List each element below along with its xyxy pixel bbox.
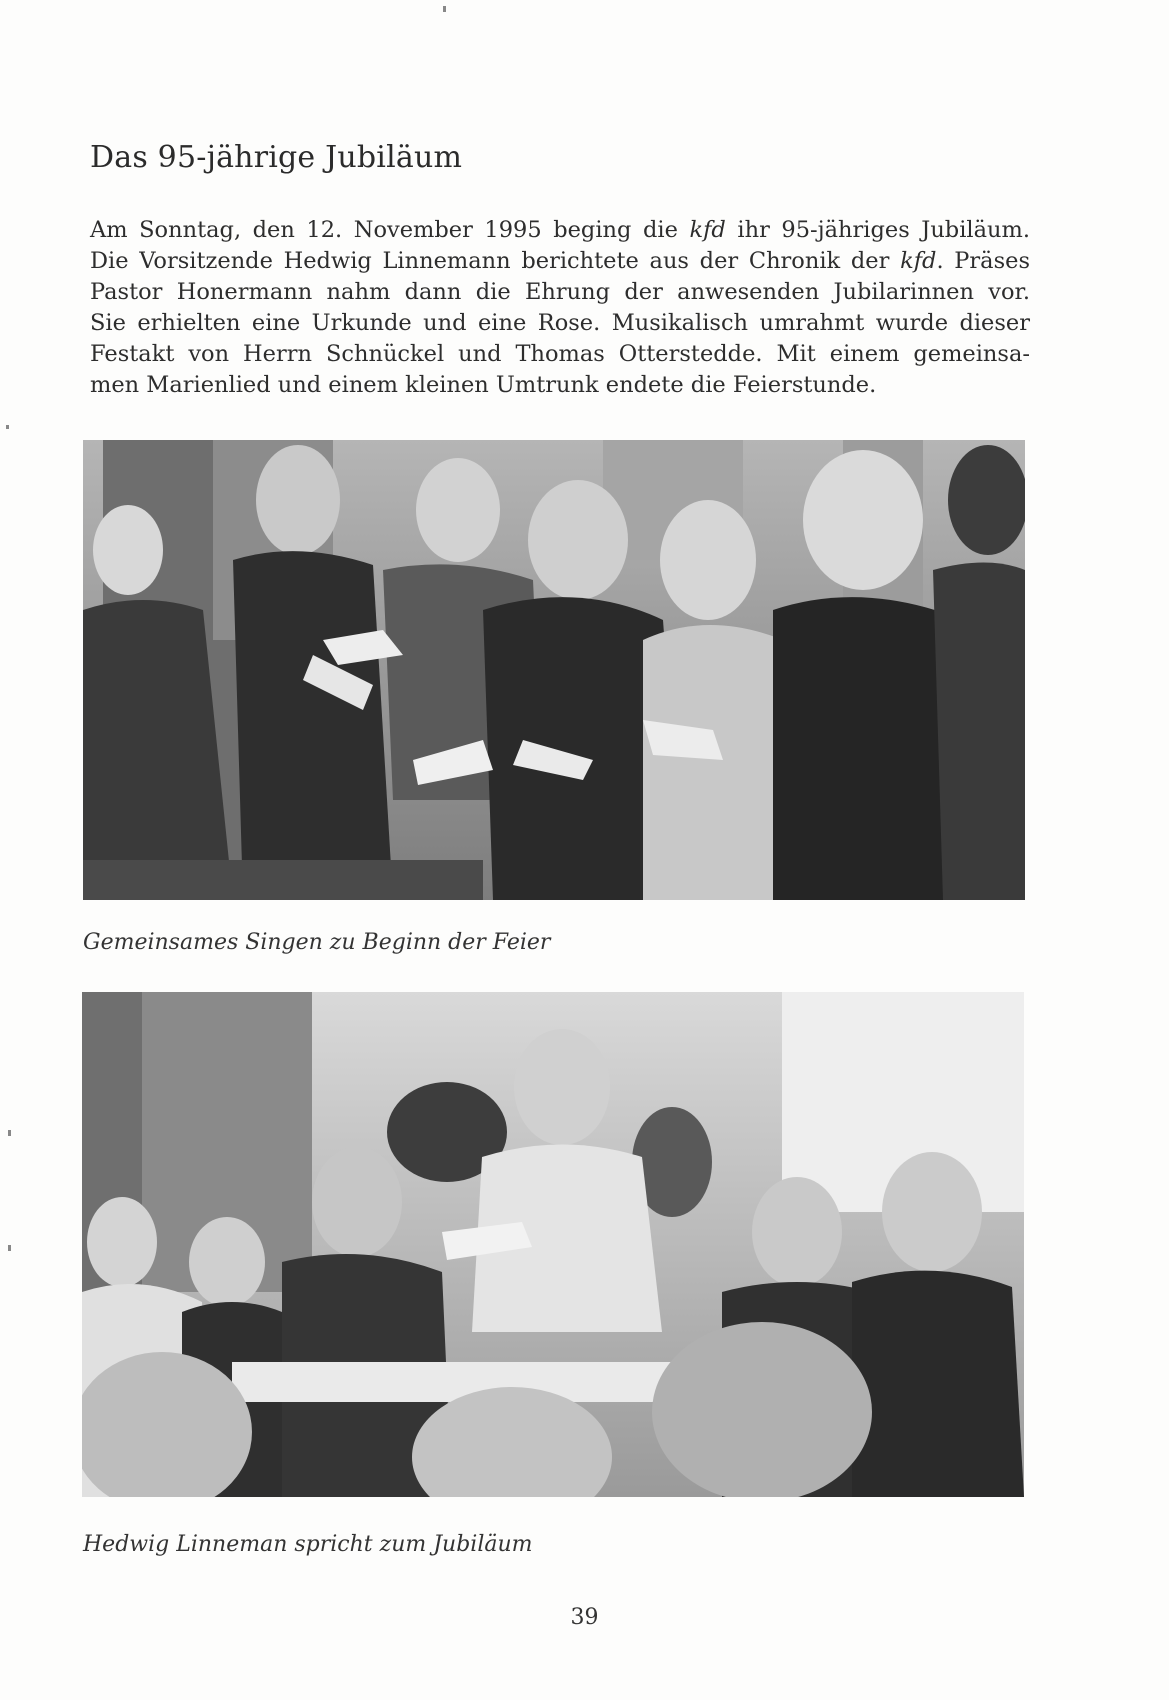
paragraph-line: Festakt von Herrn Schnückel und Thomas Otterstedde. Mit einem gemeinsa-	[90, 341, 1030, 367]
scan-speck	[8, 1245, 11, 1251]
photo-caption: Gemeinsames Singen zu Beginn der Feier	[83, 930, 551, 955]
paragraph-line: Sie erhielten eine Urkunde und eine Rose. Musikalisch umrahmt wurde dieser	[90, 310, 1030, 336]
scan-speck	[443, 6, 446, 12]
page-number: 39	[570, 1605, 599, 1630]
photo-group-singing-image	[83, 440, 1025, 900]
paragraph-line: Die Vorsitzende Hedwig Linnemann berichtete aus der Chronik der kfd. Präses	[90, 248, 1031, 274]
section-heading: Das 95-jährige Jubiläum	[90, 140, 463, 175]
photo-speech	[82, 992, 1024, 1497]
scan-speck	[6, 425, 9, 429]
photo-group-singing	[83, 440, 1025, 900]
scan-speck	[8, 1130, 11, 1136]
paragraph-line: men Marienlied und einem kleinen Umtrunk endete die Feierstunde.	[90, 372, 877, 398]
photo-speech-image	[82, 992, 1024, 1497]
paragraph-line: Am Sonntag, den 12. November 1995 beging die kfd ihr 95-jähriges Jubiläum.	[90, 217, 1030, 243]
photo-caption: Hedwig Linneman spricht zum Jubiläum	[83, 1532, 533, 1557]
paragraph-line: Pastor Honermann nahm dann die Ehrung der anwesenden Jubilarinnen vor.	[90, 279, 1030, 305]
body-paragraph	[90, 215, 1030, 401]
